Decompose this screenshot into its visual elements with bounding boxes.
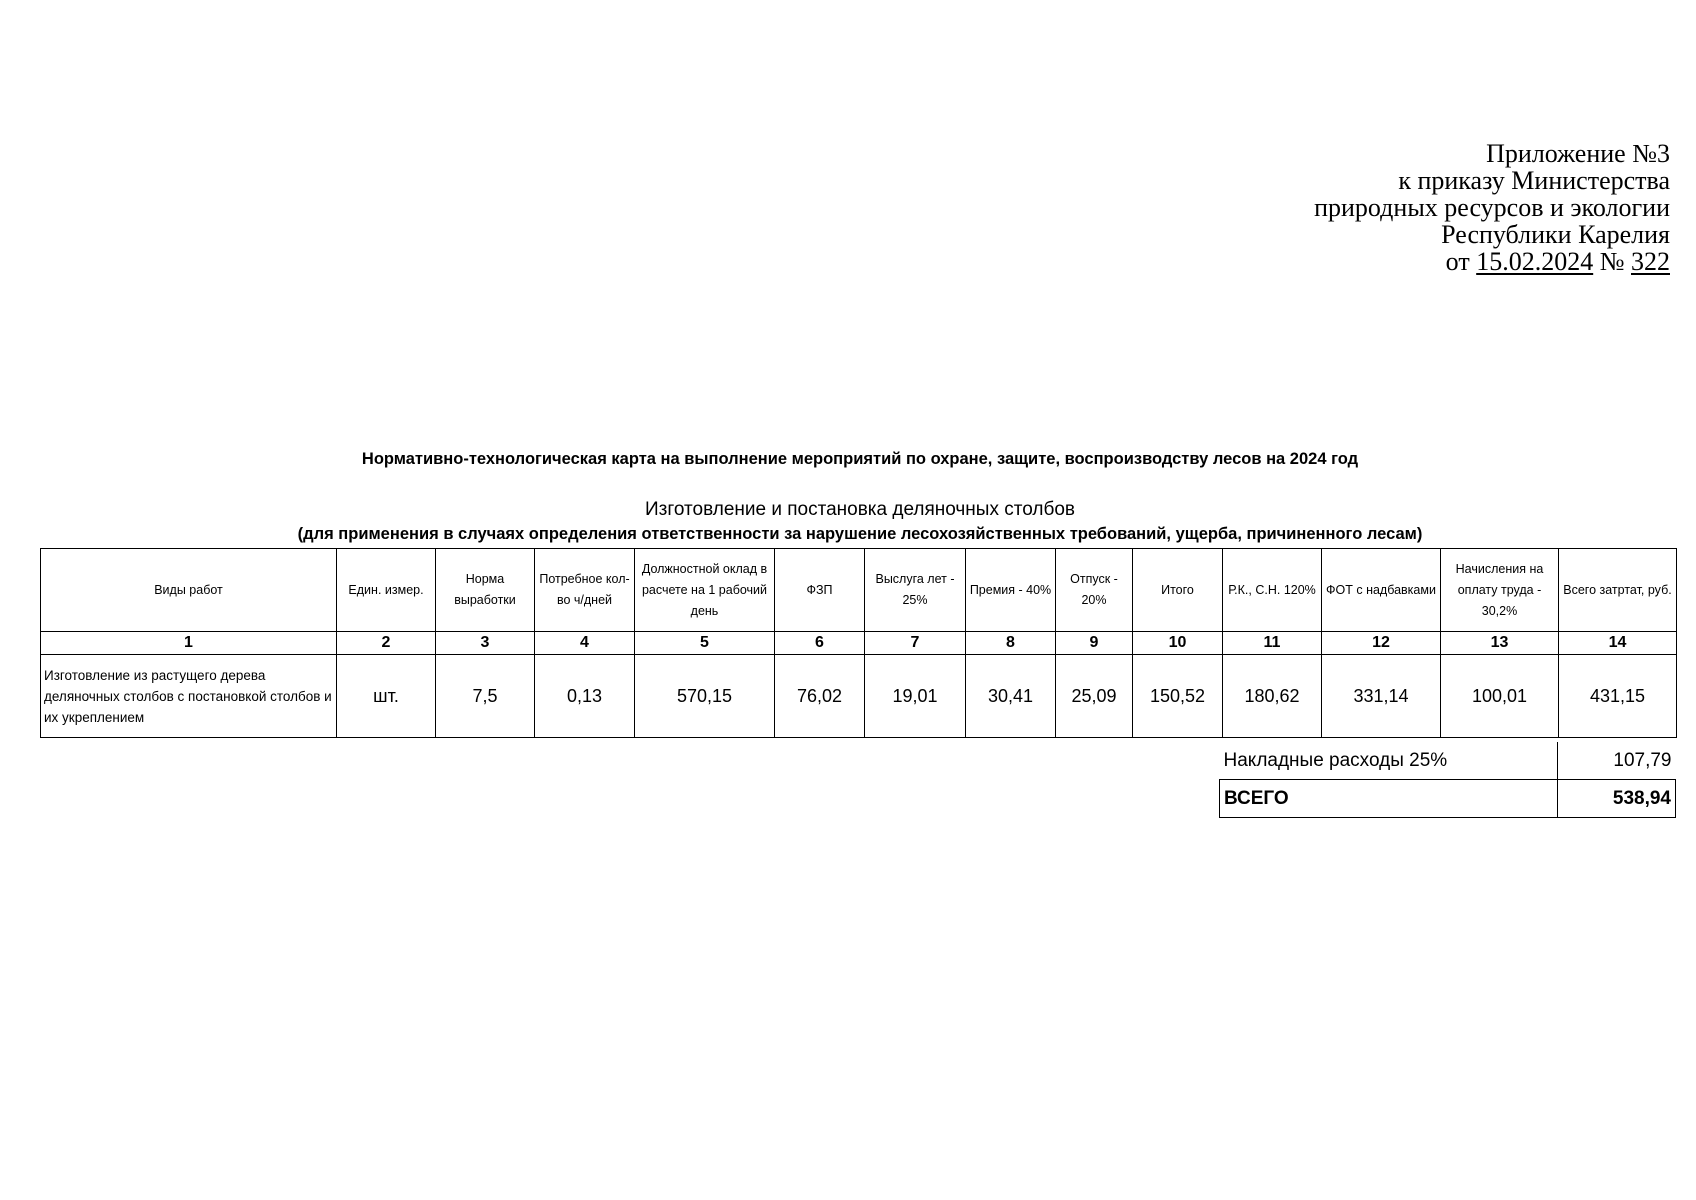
- work-type-cell: Изготовление из растущего дерева деляночных столбов с постановкой столбов и их укреплением: [41, 655, 337, 738]
- header-cell: Виды работ: [41, 549, 337, 632]
- header-cell: Потребное кол-во ч/дней: [535, 549, 635, 632]
- grand-total-value: 538,94: [1558, 780, 1676, 818]
- appendix-line-4: Республики Карелия: [1441, 220, 1670, 249]
- header-cell: Итого: [1133, 549, 1223, 632]
- column-number: 12: [1322, 632, 1441, 655]
- appendix-header: [1314, 140, 1670, 275]
- grand-total-label: ВСЕГО: [1220, 780, 1558, 818]
- subtotal-cell: 150,52: [1133, 655, 1223, 738]
- table-row: [41, 655, 1677, 738]
- total-cost-cell: 431,15: [1559, 655, 1677, 738]
- column-number-row: [41, 632, 1677, 655]
- unit-cell: шт.: [337, 655, 436, 738]
- column-number: 4: [535, 632, 635, 655]
- column-number: 9: [1056, 632, 1133, 655]
- overhead-value: 107,79: [1558, 742, 1676, 780]
- column-number: 3: [436, 632, 535, 655]
- header-cell: Норма выработки: [436, 549, 535, 632]
- work-subtitle: (для применения в случаях определения ответственности за нарушение лесохозяйственных требований, ущерба, причиненного лесам): [297, 525, 1423, 543]
- column-number: 14: [1559, 632, 1677, 655]
- column-number: 6: [775, 632, 865, 655]
- column-number: 11: [1223, 632, 1322, 655]
- appendix-date-line: [1314, 248, 1670, 275]
- header-cell: ФЗП: [775, 549, 865, 632]
- grand-total-row: [1220, 780, 1676, 818]
- column-number: 1: [41, 632, 337, 655]
- payroll-cell: 331,14: [1322, 655, 1441, 738]
- bonus-cell: 30,41: [966, 655, 1056, 738]
- header-cell: Отпуск - 20%: [1056, 549, 1133, 632]
- vacation-cell: 25,09: [1056, 655, 1133, 738]
- header-cell: Премия - 40%: [966, 549, 1056, 632]
- required-days-cell: 0,13: [535, 655, 635, 738]
- header-cell: ФОТ с надбавками: [1322, 549, 1441, 632]
- header-cell: Начисления на оплату труда - 30,2%: [1441, 549, 1559, 632]
- column-number: 5: [635, 632, 775, 655]
- header-cell: Един. измер.: [337, 549, 436, 632]
- column-number: 7: [865, 632, 966, 655]
- column-number: 10: [1133, 632, 1223, 655]
- appendix-line-1: Приложение №3: [1486, 139, 1670, 168]
- number-sign: №: [1599, 247, 1625, 276]
- header-cell: Р.К., С.Н. 120%: [1223, 549, 1322, 632]
- order-date: 15.02.2024: [1476, 247, 1594, 276]
- overhead-row: [1220, 742, 1676, 780]
- appendix-line-3: природных ресурсов и экологии: [1314, 193, 1670, 222]
- overhead-label: Накладные расходы 25%: [1220, 742, 1558, 780]
- column-number: 8: [966, 632, 1056, 655]
- date-prefix: от: [1445, 247, 1470, 276]
- column-number: 13: [1441, 632, 1559, 655]
- header-cell: Всего затртат, руб.: [1559, 549, 1677, 632]
- norm-cell: 7,5: [436, 655, 535, 738]
- seniority-cell: 19,01: [865, 655, 966, 738]
- regional-coefficient-cell: 180,62: [1223, 655, 1322, 738]
- appendix-line-2: к приказу Министерства: [1398, 166, 1670, 195]
- totals-table: [1219, 742, 1676, 818]
- work-title: Изготовление и постановка деляночных столбов: [644, 499, 1075, 520]
- cost-table: [40, 548, 1677, 738]
- wage-fund-cell: 76,02: [775, 655, 865, 738]
- header-cell: Должностной оклад в расчете на 1 рабочий день: [635, 549, 775, 632]
- salary-cell: 570,15: [635, 655, 775, 738]
- payroll-charges-cell: 100,01: [1441, 655, 1559, 738]
- header-cell: Выслуга лет - 25%: [865, 549, 966, 632]
- document-title: Нормативно-технологическая карта на выполнение мероприятий по охране, защите, воспроизводству лесов на 2024 год: [361, 450, 1359, 468]
- order-number: 322: [1631, 247, 1670, 276]
- table-header-row: [41, 549, 1677, 632]
- column-number: 2: [337, 632, 436, 655]
